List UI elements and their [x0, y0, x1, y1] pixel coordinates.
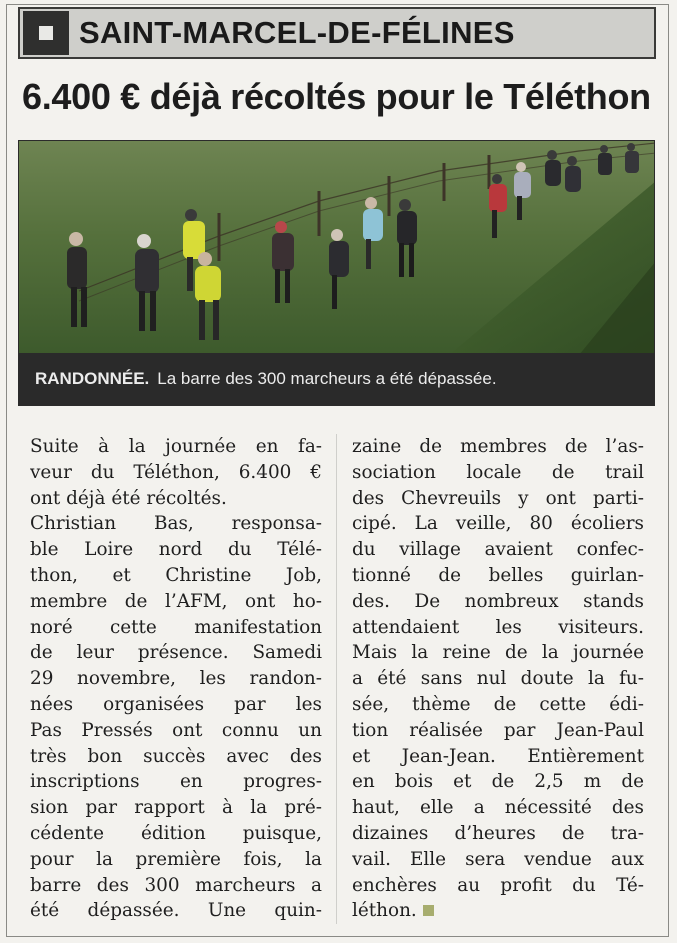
body-line: enchères au profit du Té-	[352, 874, 644, 896]
body-line: barre des 300 marcheurs a	[30, 874, 322, 896]
body-line: Christian Bas, responsa-	[30, 513, 322, 535]
end-of-article-icon	[423, 905, 434, 916]
final-line-text: léthon.	[352, 900, 417, 922]
body-line: cédente édition puisque,	[30, 822, 322, 844]
body-line: nées organisées par les	[30, 693, 322, 715]
section-header	[18, 7, 656, 59]
body-line: ont déjà été récoltés.	[30, 487, 227, 509]
section-title: SAINT-MARCEL-DE-FÉLINES	[79, 15, 515, 50]
body-line: noré cette manifestation	[30, 616, 322, 638]
body-line: cipé. La veille, 80 écoliers	[352, 513, 644, 535]
body-line: haut, elle a nécessité des	[352, 797, 644, 819]
body-line: 29 novembre, les randon-	[30, 668, 322, 690]
body-line: du village avaient confec-	[352, 539, 644, 561]
body-line: Suite à la journée en fa-	[30, 436, 322, 457]
hikers-photo-illustration	[19, 141, 655, 355]
body-line: Pas Pressés ont connu un	[30, 719, 322, 741]
article-column-left	[30, 434, 322, 924]
body-line: sociation locale de trail	[352, 461, 644, 483]
caption-label: RANDONNÉE.	[35, 369, 150, 388]
body-line-final	[352, 898, 644, 924]
section-marker-icon	[23, 11, 69, 55]
body-line: attendaient les visiteurs.	[352, 616, 644, 638]
body-line: Mais la reine de la journée	[352, 642, 644, 664]
body-line: sion par rapport à la pré-	[30, 797, 322, 819]
body-line: tionné de belles guirlan-	[352, 564, 644, 586]
body-line: membre de l’AFM, ont ho-	[30, 590, 322, 612]
body-line: a été sans nul doute la fu-	[352, 668, 644, 690]
body-line: dizaines d’heures de tra-	[352, 822, 644, 844]
body-line: thon, et Christine Job,	[30, 564, 322, 586]
body-line: sée, thème de cette édi-	[352, 693, 644, 715]
column-divider	[336, 434, 337, 924]
article-column-right	[352, 434, 644, 924]
body-line: inscriptions en progres-	[30, 771, 322, 793]
body-line: pour la première fois, la	[30, 848, 322, 870]
body-line: été dépassée. Une quin-	[30, 900, 322, 922]
body-line: de leur présence. Samedi	[30, 642, 322, 664]
body-line: en bois et de 2,5 m de	[352, 771, 644, 793]
body-line: des Chevreuils y ont parti-	[352, 487, 644, 509]
body-line: zaine de membres de l’as-	[352, 436, 644, 457]
photo-caption	[19, 353, 654, 405]
article-photo	[18, 140, 655, 406]
body-line: des. De nombreux stands	[352, 590, 644, 612]
body-line: ble Loire nord du Télé-	[30, 539, 322, 561]
body-line: très bon succès avec des	[30, 745, 322, 767]
body-line: veur du Téléthon, 6.400 €	[30, 461, 322, 483]
body-line: vail. Elle sera vendue aux	[352, 848, 644, 870]
body-line: et Jean-Jean. Entièrement	[352, 745, 644, 767]
caption-text: La barre des 300 marcheurs a été dépassée.	[157, 369, 497, 388]
body-line: tion réalisée par Jean-Paul	[352, 719, 644, 741]
article-headline: 6.400 € déjà récoltés pour le Téléthon	[22, 76, 651, 117]
